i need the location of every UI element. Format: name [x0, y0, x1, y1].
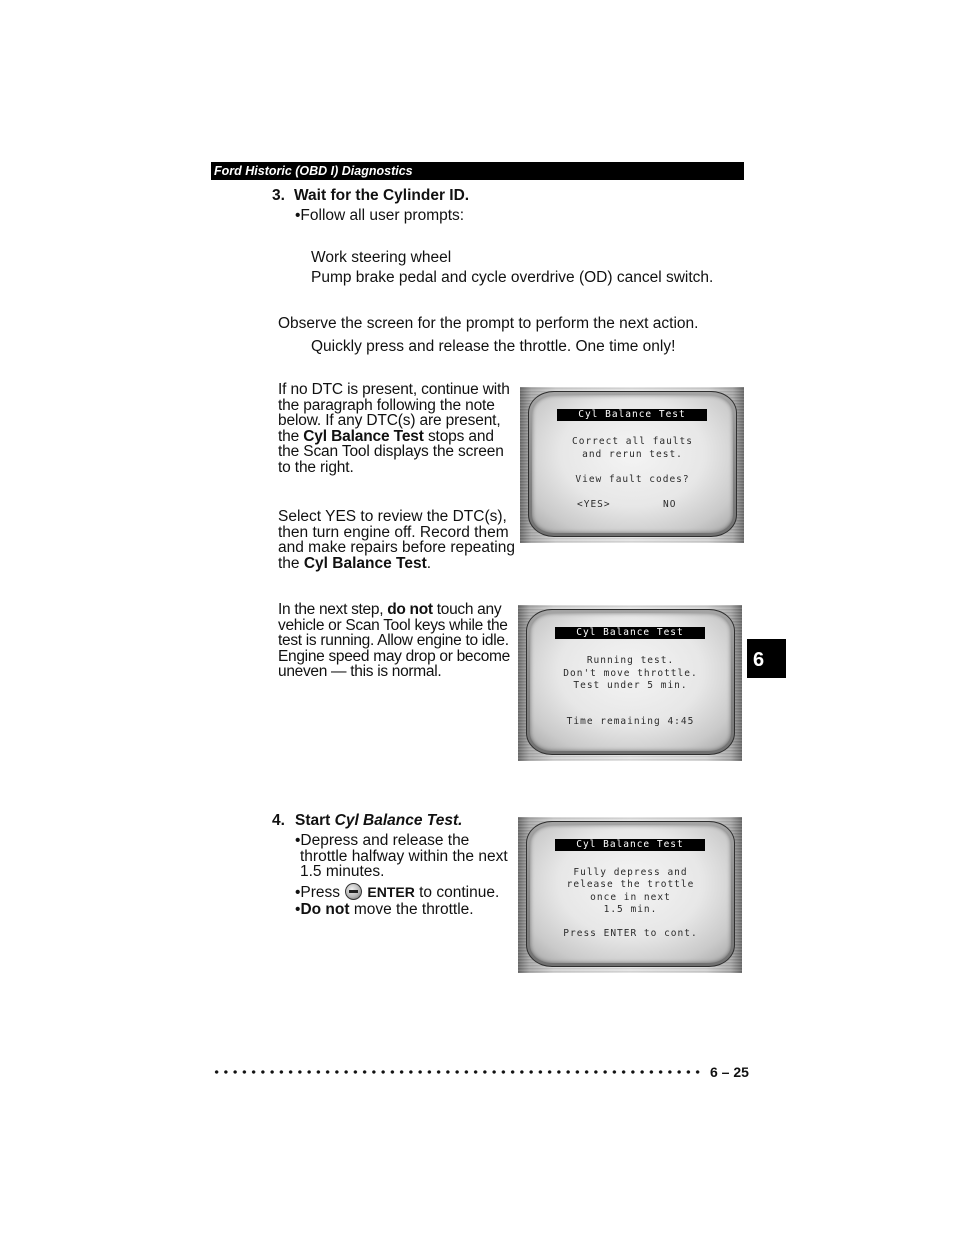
- user-prompt-item: Work steering wheel: [311, 249, 452, 266]
- paragraph-line: [278, 429, 510, 445]
- step-3-bullet: •Follow all user prompts:: [295, 207, 465, 224]
- screen-text-line: Running test.: [586, 655, 675, 666]
- paragraph-line: Select YES to review the DTC(s),: [278, 508, 507, 525]
- chapter-tab-number: 6: [753, 649, 765, 671]
- screen-time-remaining: Time remaining 4:45: [566, 716, 695, 727]
- screen-title-bar: Cyl Balance Test: [557, 409, 707, 421]
- paragraph-line: the Scan Tool displays the screen: [278, 443, 504, 461]
- do-not-touch-paragraph: [278, 602, 510, 680]
- press-enter-instruction: [295, 883, 499, 901]
- user-prompt-item: Pump brake pedal and cycle overdrive (OD) cancel switch.: [311, 269, 714, 286]
- paragraph-line: Engine speed may drop or become: [278, 647, 510, 665]
- paragraph-line: then turn engine off. Record them: [278, 523, 509, 541]
- step-3-number: 3.: [272, 187, 285, 204]
- screen-title-bar: Cyl Balance Test: [555, 839, 705, 851]
- chapter-header-title: Ford Historic (OBD I) Diagnostics: [214, 164, 413, 178]
- footer-dotted-rule: [212, 1069, 703, 1075]
- paragraph-line: test is running. Allow engine to idle.: [278, 632, 509, 650]
- screen-text-line: Test under 5 min.: [573, 680, 688, 691]
- screen-title-bar: Cyl Balance Test: [555, 627, 705, 639]
- enter-key-icon: [345, 883, 362, 900]
- paragraph-line: vehicle or Scan Tool keys while the: [278, 616, 508, 634]
- page-number: 6 – 25: [710, 1064, 749, 1080]
- screen-text-line: Correct all faults: [572, 436, 693, 447]
- do-not-emphasis: do not: [387, 601, 433, 618]
- screen-text-line: 1.5 min.: [603, 904, 658, 915]
- paragraph-line: uneven — this is normal.: [278, 663, 442, 681]
- chapter-header-bar: [211, 162, 744, 180]
- text-run: the: [278, 427, 304, 445]
- screen-text-line: Press ENTER to cont.: [563, 928, 698, 939]
- scan-tool-screen-running-test: [518, 605, 742, 761]
- do-not-emphasis: Do not: [300, 901, 350, 918]
- dtc-note-paragraph: [278, 382, 510, 476]
- test-name-emphasis: Cyl Balance Test: [303, 427, 424, 445]
- step-4-bullet-line: throttle halfway within the next: [300, 848, 508, 865]
- step-4-title: [295, 813, 462, 829]
- text-run: •: [295, 901, 301, 918]
- screen-text-line: release the trottle: [566, 879, 695, 890]
- step-4-title-prefix: Start: [295, 812, 335, 829]
- enter-key-icon-mark: [349, 890, 358, 893]
- paragraph-line: [278, 556, 515, 572]
- chapter-tab: [747, 639, 786, 678]
- screen-text-line: and rerun test.: [582, 449, 683, 460]
- screen-text-line: once in next: [590, 892, 671, 903]
- paragraph-line: below. If any DTC(s) are present,: [278, 412, 501, 430]
- paragraph-line: If no DTC is present, continue with: [278, 381, 510, 398]
- text-run: move the throttle.: [349, 901, 474, 918]
- paragraph-line: and make repairs before repeating: [278, 539, 515, 557]
- step-4-bullet-line: •Depress and release the: [295, 832, 470, 849]
- screen-text-line: View fault codes?: [575, 474, 690, 485]
- enter-key-label: ENTER: [367, 884, 415, 900]
- screen-text-line: Fully depress and: [573, 867, 688, 878]
- paragraph-line: [278, 602, 510, 618]
- scan-tool-screen-dtc-prompt: [520, 387, 744, 543]
- text-run: touch any: [432, 601, 502, 618]
- paragraph-line: the paragraph following the note: [278, 396, 495, 414]
- step-4-test-name: Cyl Balance Test.: [334, 812, 463, 829]
- text-run: In the next step,: [278, 601, 388, 618]
- throttle-action-prompt: Quickly press and release the throttle. One time only!: [311, 338, 676, 355]
- step-4-bullet-line: 1.5 minutes.: [300, 863, 385, 880]
- scan-tool-screen-throttle-prompt: [518, 817, 742, 973]
- screen-option-yes: <YES>: [577, 499, 611, 510]
- do-not-move-throttle-instruction: [295, 902, 474, 918]
- text-run: .: [426, 554, 432, 572]
- text-run: stops and: [423, 427, 494, 445]
- step-4-number: 4.: [272, 812, 285, 829]
- step-3-title: Wait for the Cylinder ID.: [294, 187, 470, 204]
- text-run: to continue.: [414, 884, 500, 901]
- observe-instruction: Observe the screen for the prompt to perform the next action.: [278, 315, 699, 332]
- text-run: •Press: [295, 884, 345, 901]
- paragraph-line: to the right.: [278, 458, 354, 476]
- test-name-emphasis: Cyl Balance Test: [303, 554, 427, 572]
- review-dtc-paragraph: [278, 509, 515, 571]
- text-run: the: [278, 554, 304, 572]
- screen-text-line: Don't move throttle.: [563, 668, 698, 679]
- screen-option-no: NO: [663, 499, 677, 510]
